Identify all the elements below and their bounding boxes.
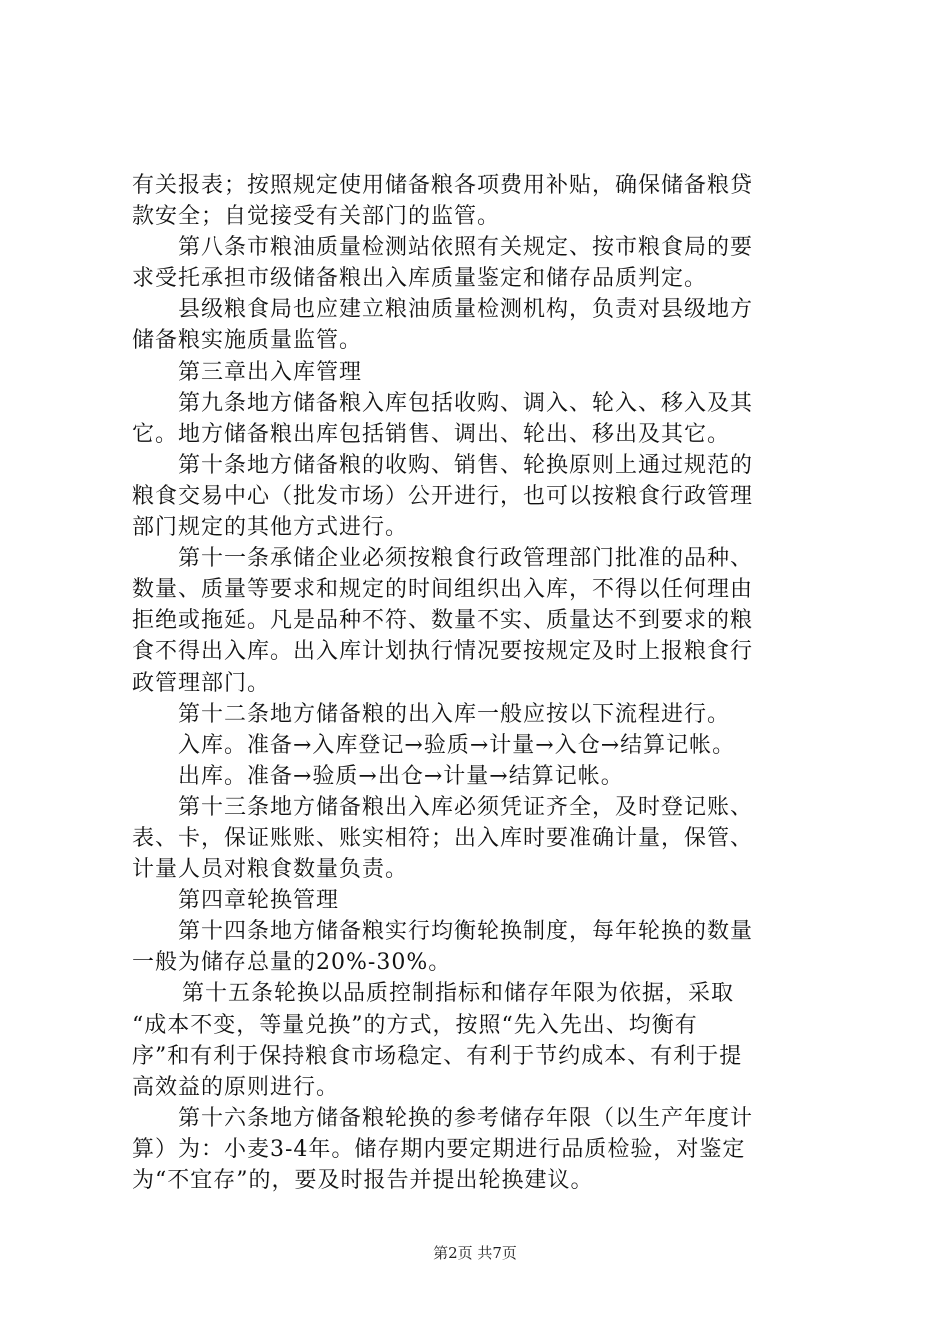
text-line: 第十二条地方储备粮的出入库一般应按以下流程进行。 — [178, 701, 731, 727]
text-line: 食不得出入库。出入库计划执行情况要按规定及时上报粮食行 — [132, 639, 754, 665]
text-line: 款安全；自觉接受有关部门的监管。 — [132, 204, 501, 230]
text-line: 第九条地方储备粮入库包括收购、调入、轮入、移入及其 — [178, 390, 754, 416]
text-line: 第十条地方储备粮的收购、销售、轮换原则上通过规范的 — [178, 452, 754, 478]
text-line: 算）为：小麦3-4年。储存期内要定期进行品质检验，对鉴定 — [132, 1136, 746, 1162]
text-line: 求受托承担市级储备粮出入库质量鉴定和储存品质判定。 — [132, 266, 708, 292]
text-line: 第十六条地方储备粮轮换的参考储存年限（以生产年度计 — [178, 1105, 754, 1131]
text-line: 第三章出入库管理 — [178, 359, 363, 385]
text-line: 第四章轮换管理 — [178, 888, 340, 914]
text-line: 入库。准备→入库登记→验质→计量→入仓→结算记帐。 — [178, 732, 736, 758]
text-line: 储备粮实施质量监管。 — [132, 328, 363, 354]
document-body — [132, 170, 836, 1196]
text-line: 一般为储存总量的20%-30%。 — [132, 950, 452, 976]
text-line: 第十四条地方储备粮实行均衡轮换制度，每年轮换的数量 — [178, 919, 754, 945]
text-line: “成本不变，等量兑换”的方式，按照“先入先出、均衡有 — [132, 1012, 698, 1038]
text-line: 拒绝或拖延。凡是品种不符、数量不实、质量达不到要求的粮 — [132, 608, 754, 634]
text-line: 高效益的原则进行。 — [132, 1074, 340, 1100]
text-line: 数量、质量等要求和规定的时间组织出入库，不得以任何理由 — [132, 577, 754, 603]
text-line: 有关报表；按照规定使用储备粮各项费用补贴，确保储备粮贷 — [132, 173, 754, 198]
page-number: 第2页 共7页 — [433, 1244, 517, 1262]
text-line: 县级粮食局也应建立粮油质量检测机构，负责对县级地方 — [178, 297, 754, 323]
text-line: 第八条市粮油质量检测站依照有关规定、按市粮食局的要 — [178, 235, 754, 261]
text-line: 粮食交易中心（批发市场）公开进行，也可以按粮食行政管理 — [132, 483, 754, 509]
text-line: 它。地方储备粮出库包括销售、调出、轮出、移出及其它。 — [132, 421, 731, 447]
text-line: 出库。准备→验质→出仓→计量→结算记帐。 — [178, 763, 624, 789]
text-line: 第十五条轮换以品质控制指标和储存年限为依据，采取 — [182, 981, 735, 1007]
text-line: 第十三条地方储备粮出入库必须凭证齐全，及时登记账、 — [178, 794, 754, 820]
text-line: 政管理部门。 — [132, 670, 271, 696]
page-footer — [0, 1242, 950, 1263]
text-line: 计量人员对粮食数量负责。 — [132, 857, 409, 883]
text-line: 为“不宜存”的，要及时报告并提出轮换建议。 — [132, 1168, 594, 1193]
text-line: 表、卡，保证账账、账实相符；出入库时要准确计量，保管、 — [132, 825, 754, 851]
text-line: 部门规定的其他方式进行。 — [132, 515, 409, 541]
text-line: 序”和有利于保持粮食市场稳定、有利于节约成本、有利于提 — [132, 1043, 743, 1069]
text-line: 第十一条承储企业必须按粮食行政管理部门批准的品种、 — [178, 546, 754, 572]
